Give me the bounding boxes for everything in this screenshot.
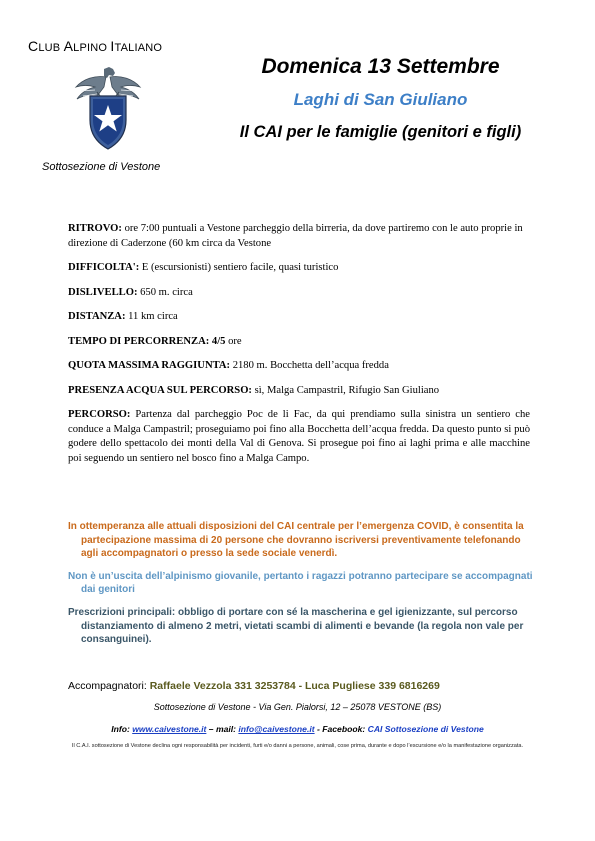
rules-notice: Prescrizioni principali: obbligo di portare con sé la mascherina e gel igienizzante, sul percorso distanziamento di almeno 2 metri, vietati scambi di alimenti e bevande (la regola non vale per consanguinei). xyxy=(68,606,524,646)
detail-label: DISTANZA: xyxy=(68,311,126,322)
detail-value: 2180 m. Bocchetta dell’acqua fredda xyxy=(230,360,389,371)
detail-label: DIFFICOLTA': xyxy=(68,262,140,273)
detail-meeting-point xyxy=(68,222,530,251)
detail-distance xyxy=(68,310,530,325)
website-link[interactable]: www.caivestone.it xyxy=(132,724,207,734)
cai-eagle-star-logo-icon xyxy=(73,65,143,155)
youth-notice: Non è un’uscita dell’alpinismo giovanile, pertanto i ragazzi potranno partecipare se accompagnati dai genitori xyxy=(68,570,533,596)
detail-value: sì, Malga Campastril, Rifugio San Giuliano xyxy=(251,384,440,396)
subsection-name: Sottosezione di Vestone xyxy=(42,161,161,173)
detail-value: E (escursionisti) sentiero facile, quasi turistico xyxy=(139,262,339,273)
footer-disclaimer: Il C.A.I. sottosezione di Vestone declina ogni responsabilità per incidenti, furti e/o danni a persone, animali, cose prima, durante e dopo l’escursione e/o la manifestazione organizzata. xyxy=(71,743,524,749)
footer-contacts xyxy=(0,724,595,734)
detail-label: DISLIVELLO: xyxy=(68,286,138,298)
detail-elevation-gain xyxy=(68,286,530,301)
event-date: Domenica 13 Settembre xyxy=(261,55,500,78)
detail-label: RITROVO: xyxy=(68,223,122,234)
guides-line xyxy=(68,680,440,692)
club-name: CLUB ALPINO ITALIANO xyxy=(28,38,163,54)
email-link[interactable]: info@caivestone.it xyxy=(238,724,315,734)
detail-max-altitude xyxy=(68,359,530,374)
mail-label: – mail: xyxy=(206,724,239,734)
detail-value: ore 7:00 puntuali a Vestone parcheggio della birreria, da dove partiremo con le auto proprie in direzione di Caderzone (60 km circa da Vestone xyxy=(68,223,523,249)
detail-value: Partenza dal parcheggio Poc de li Fac, da qui prendiamo sulla sinistra un sentiero che conduce a Malga Campastril; proseguiamo poi fino alla Bocchetta dell’acqua fredda. Da questo punto si può godere dello spettacolo dei monti della Val di Genova. Si prosegue poi fino ai laghi prima e alle macchine poi seguendo un sentiero nel bosco fino a Malga Campo. xyxy=(68,409,530,464)
detail-label: PERCORSO: xyxy=(68,409,131,420)
facebook-link[interactable]: CAI Sottosezione di Vestone xyxy=(367,724,484,734)
detail-label: PRESENZA ACQUA SUL PERCORSO: xyxy=(68,384,252,396)
footer-address: Sottosezione di Vestone - Via Gen. Pialorsi, 12 – 25078 VESTONE (BS) xyxy=(153,702,442,712)
facebook-label: - Facebook: xyxy=(314,724,368,734)
detail-value: 11 km circa xyxy=(125,311,178,322)
club-header xyxy=(28,38,188,173)
detail-label: QUOTA MASSIMA RAGGIUNTA: xyxy=(68,360,231,371)
event-title-block xyxy=(188,55,573,142)
detail-value: ore xyxy=(225,335,242,347)
event-subtitle: Il CAI per le famiglie (genitori e figli) xyxy=(239,123,522,141)
info-label: Info: xyxy=(111,724,133,734)
detail-water xyxy=(68,384,530,399)
guides-label: Accompagnatori: xyxy=(68,680,150,692)
detail-value: 650 m. circa xyxy=(137,286,193,298)
detail-label: TEMPO DI PERCORRENZA: 4/5 xyxy=(68,335,226,347)
event-place: Laghi di San Giuliano xyxy=(293,90,468,109)
detail-difficulty xyxy=(68,261,530,276)
notices xyxy=(68,520,538,656)
detail-route xyxy=(68,408,530,466)
detail-duration xyxy=(68,335,530,350)
guides-names: Raffaele Vezzola 331 3253784 - Luca Pugliese 339 6816269 xyxy=(149,680,440,692)
covid-notice: In ottemperanza alle attuali disposizioni del CAI centrale per l’emergenza COVID, è consentita la partecipazione massima di 20 persone che dovranno iscriversi preventivamente telefonando agli accompagnatori o presso la sede sociale venerdì. xyxy=(68,521,524,560)
event-details xyxy=(68,222,530,476)
